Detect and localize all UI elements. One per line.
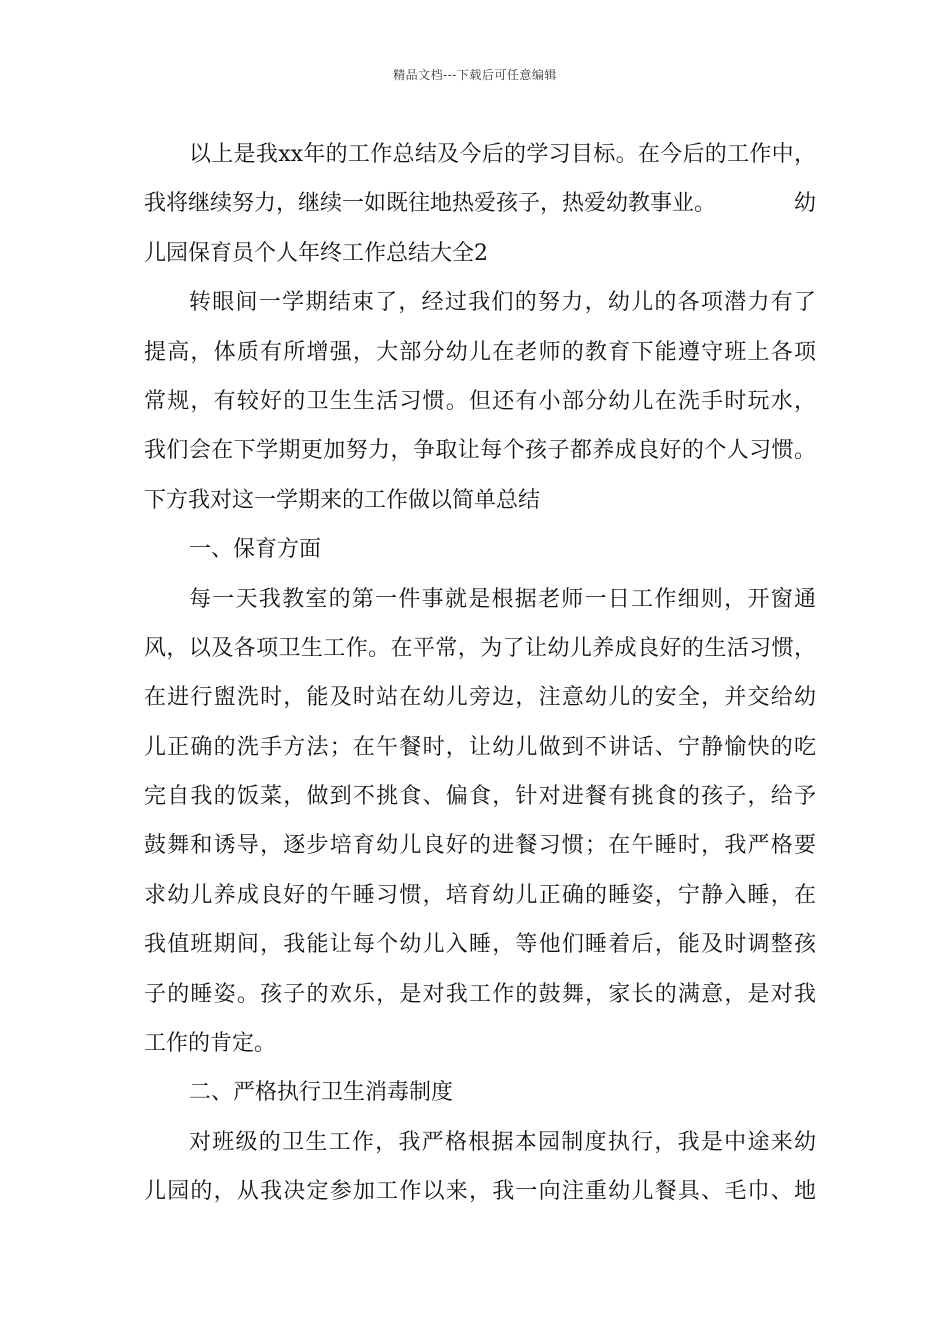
paragraph-line: 求幼儿养成良好的午睡习惯，培育幼儿正确的睡姿，宁静入睡，在 [144, 882, 816, 908]
paragraph-line: 每一天我教室的第一件事就是根据老师一日工作细则，开窗通 [189, 586, 816, 612]
paragraph-line: 下方我对这一学期来的工作做以简单总结 [144, 487, 541, 513]
paragraph-line: 对班级的卫生工作，我严格根据本园制度执行，我是中途来幼 [189, 1129, 816, 1155]
section-heading: 二、严格执行卫生消毒制度 [189, 1080, 454, 1106]
paragraph-line: 以上是我xx年的工作总结及今后的学习目标。在今后的工作中， [189, 142, 816, 167]
paragraph-line: 提高，体质有所增强，大部分幼儿在老师的教育下能遵守班上各项 [144, 339, 816, 365]
paragraph-line: 鼓舞和诱导，逐步培育幼儿良好的进餐习惯；在午睡时，我严格要 [144, 833, 816, 859]
paragraph-line: 常规，有较好的卫生生活习惯。但还有小部分幼儿在洗手时玩水， [144, 388, 816, 414]
paragraph-line: 儿园的，从我决定参加工作以来，我一向注重幼儿餐具、毛巾、地 [144, 1179, 816, 1205]
paragraph-line: 子的睡姿。孩子的欢乐，是对我工作的鼓舞，家长的满意，是对我 [144, 981, 816, 1007]
line-segment: 我将继续努力，继续一如既往地热爱孩子，热爱幼教事业。 [144, 191, 717, 217]
section-heading: 一、保育方面 [189, 537, 322, 563]
section-title-line: 儿园保育员个人年终工作总结大全2 [144, 240, 488, 266]
document-body [144, 130, 816, 1217]
paragraph-line: 工作的肯定。 [144, 1031, 277, 1057]
line-segment: 幼 [793, 191, 816, 217]
paragraph-line: 儿正确的洗手方法；在午餐时，让幼儿做到不讲话、宁静愉快的吃 [144, 734, 816, 760]
paragraph-line: 在进行盥洗时，能及时站在幼儿旁边，注意幼儿的安全，并交给幼 [144, 685, 816, 711]
paragraph-line: 风，以及各项卫生工作。在平常，为了让幼儿养成良好的生活习惯， [144, 635, 816, 661]
paragraph-line: 完自我的饭菜，做到不挑食、偏食，针对进餐有挑食的孩子，给予 [144, 784, 816, 810]
paragraph-line: 我值班期间，我能让每个幼儿入睡，等他们睡着后，能及时调整孩 [144, 932, 816, 958]
page-header: 精品文档---下载后可任意编辑 [393, 68, 557, 82]
paragraph-line: 转眼间一学期结束了，经过我们的努力，幼儿的各项潜力有了 [189, 290, 816, 316]
paragraph-line [144, 179, 816, 228]
paragraph-line: 我们会在下学期更加努力，争取让每个孩子都养成良好的个人习惯。 [144, 438, 816, 464]
